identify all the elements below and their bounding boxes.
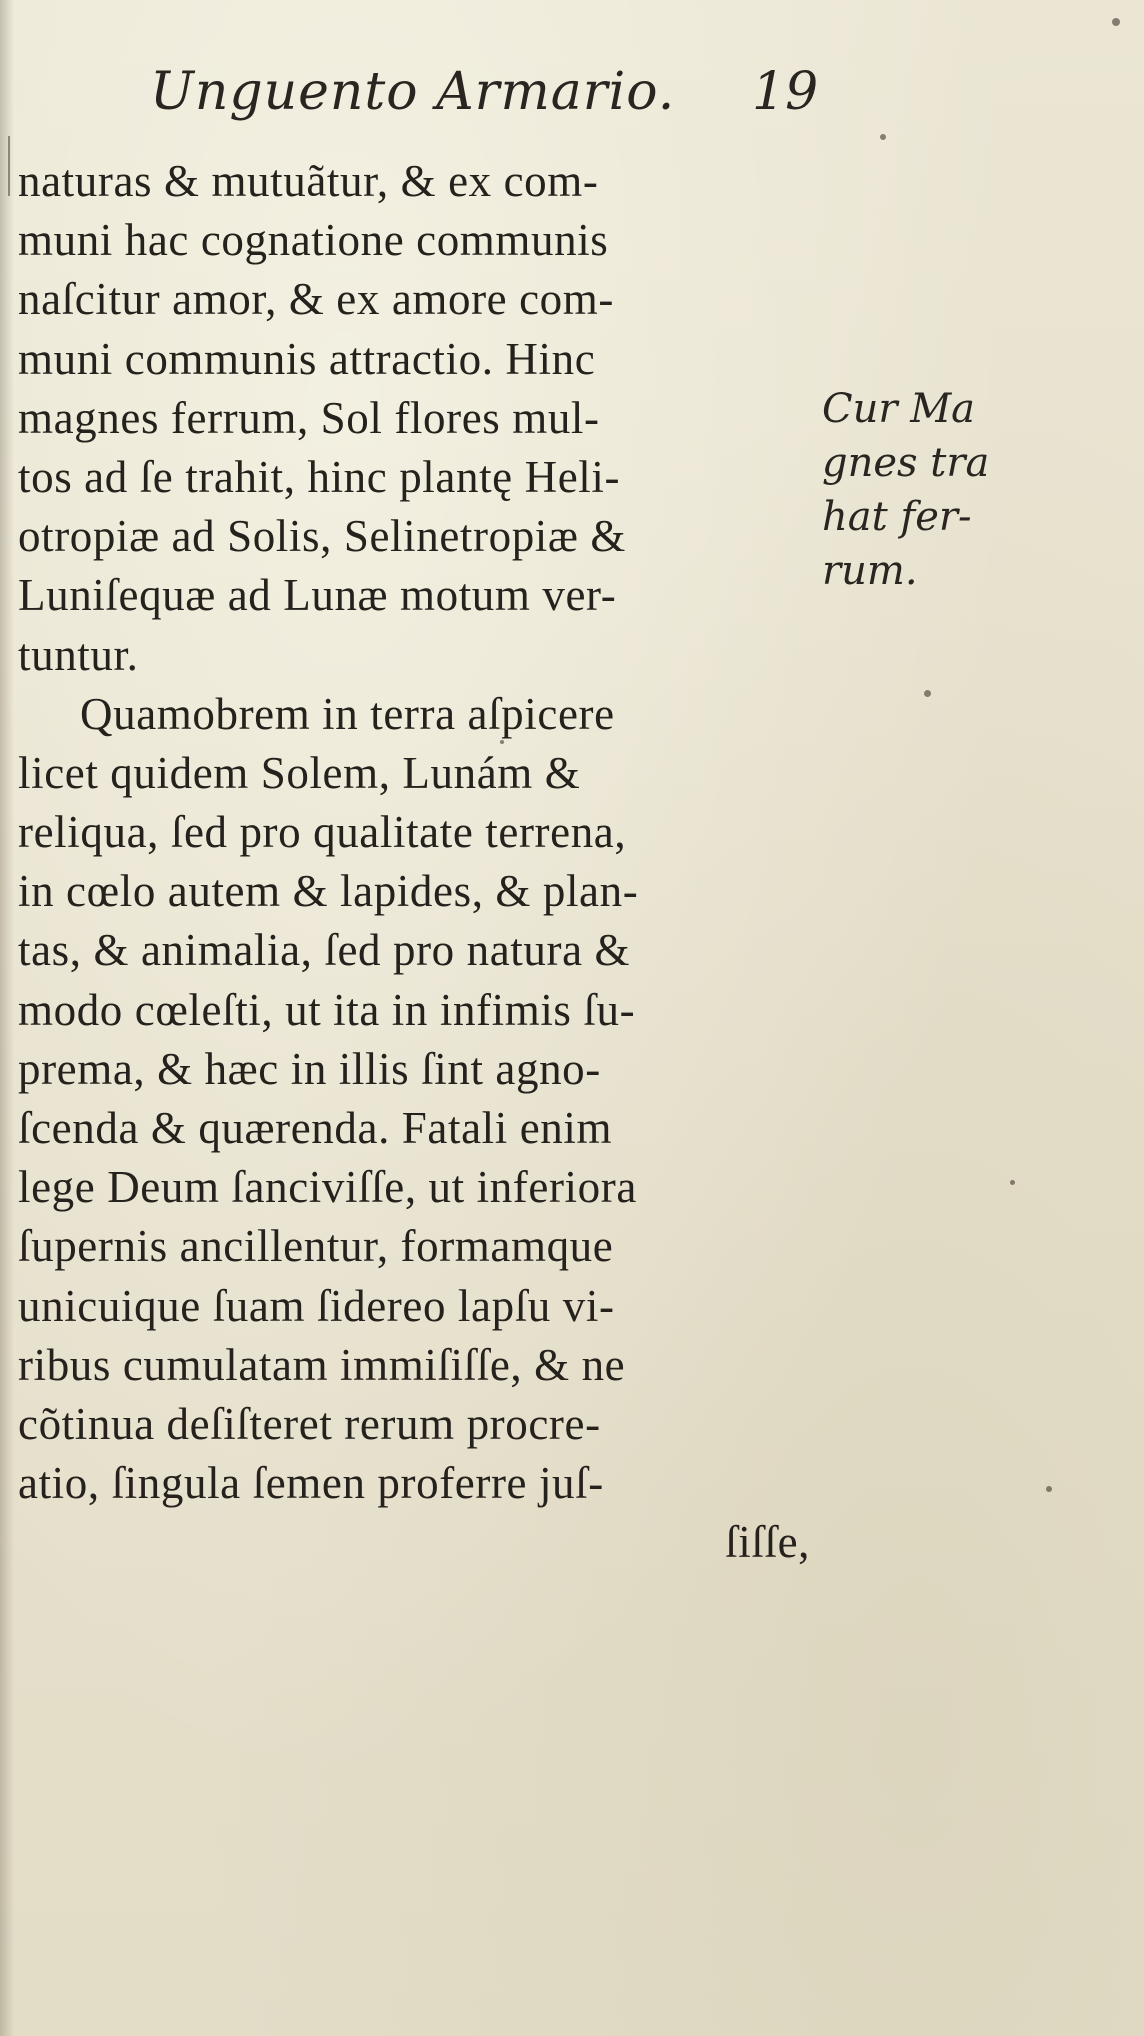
text-line: cõtinua deſiſteret rerum procre-	[18, 1398, 601, 1449]
text-line: naſcitur amor, & ex amore com-	[18, 274, 614, 325]
paper-speck	[924, 690, 931, 697]
text-line: licet quidem Solem, Lunám &	[18, 747, 581, 798]
running-head-title: Unguento Armario.	[150, 62, 676, 122]
marginal-note-line: gnes tra	[822, 440, 990, 486]
text-line: muni hac cognatione communis	[18, 215, 609, 266]
text-line: naturas & mutuãtur, & ex com-	[18, 156, 599, 206]
text-line: Luniſequæ ad Lunæ motum ver-	[18, 570, 617, 621]
text-line: lege Deum ſanciviſſe, ut inferiora	[18, 1162, 637, 1213]
paper-speck	[1112, 18, 1120, 26]
page-number: 19	[752, 62, 819, 122]
marginal-note-line: Cur Ma	[822, 386, 976, 432]
catchword-line: ſiſſe,	[725, 1517, 810, 1568]
text-line: tuntur.	[18, 629, 139, 680]
paper-speck	[880, 134, 886, 140]
text-line: ribus cumulatam immiſiſſe, & ne	[18, 1339, 626, 1390]
text-line: magnes ferrum, Sol flores mul-	[18, 392, 600, 443]
text-line: muni communis attractio. Hinc	[18, 333, 596, 384]
text-line: unicuique ſuam ſidereo lapſu vi-	[18, 1280, 615, 1331]
text-line: otropiæ ad Solis, Selinetropiæ &	[18, 511, 626, 562]
text-line: atio, ſingula ſemen proferre juſ-	[18, 1458, 604, 1509]
text-line: in cœlo autem & lapides, & plan-	[18, 866, 639, 917]
paper-speck	[500, 740, 504, 744]
paragraph-start-line: Quamobrem in terra aſpicere	[80, 688, 615, 739]
marginal-note-line: hat fer-	[822, 494, 972, 540]
text-line: ſupernis ancillentur, formamque	[18, 1221, 614, 1272]
text-line: modo cœleſti, ut ita in infimis ſu-	[18, 984, 636, 1035]
marginal-note	[822, 382, 1032, 598]
text-line: reliqua, ſed pro qualitate terrena,	[18, 807, 627, 858]
text-line: tas, & animalia, ſed pro natura &	[18, 925, 631, 976]
body-text	[18, 152, 818, 1573]
text-line: prema, & hæc in illis ſint agno-	[18, 1043, 601, 1094]
text-line: ſcenda & quærenda. Fatali enim	[18, 1103, 613, 1153]
text-line: tos ad ſe trahit, hinc plantę Heli-	[18, 451, 621, 502]
paper-speck	[1010, 1180, 1015, 1185]
marginal-note-line: rum.	[822, 548, 918, 594]
paper-speck	[1046, 1486, 1052, 1492]
margin-rule	[8, 136, 10, 196]
